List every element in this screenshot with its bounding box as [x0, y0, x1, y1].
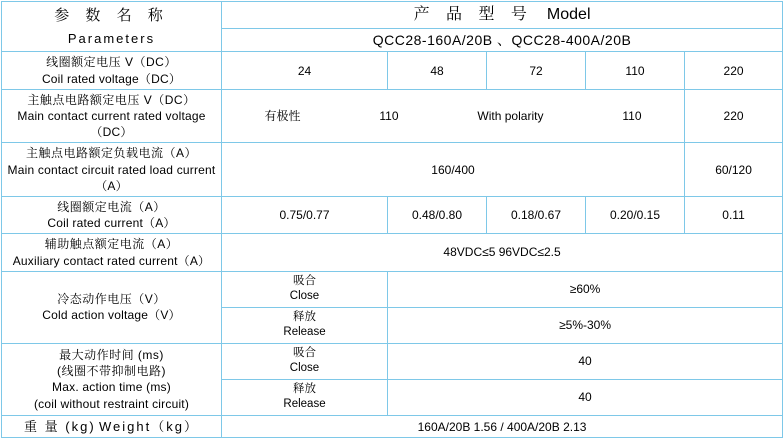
- sublabel-en: Release: [283, 326, 326, 339]
- row-label-cn: 辅助触点额定电流（A）: [44, 237, 179, 252]
- table-row: [2, 271, 783, 307]
- sublabel-en: Release: [283, 398, 326, 411]
- cell-weight-value: 160A/20B 1.56 / 400A/20B 2.13: [222, 415, 783, 438]
- sublabel-cn: 吸合: [293, 274, 316, 287]
- cell-coil-current-5: 0.11: [685, 196, 783, 233]
- sublabel-en: Close: [289, 290, 320, 303]
- cell-load-current-main: 160/400: [222, 143, 685, 197]
- polarity-cn-value: 110: [379, 109, 399, 124]
- row-label-main-contact-rated-voltage: [2, 89, 222, 143]
- header-model-en: Model: [546, 6, 591, 23]
- table-row: [2, 52, 783, 89]
- cell-coil-voltage-72: 72: [487, 52, 586, 89]
- table-header-row-1: [2, 2, 783, 29]
- row-label-cn: 线圈额定电流（A）: [57, 199, 166, 214]
- row-label-weight: [2, 415, 222, 438]
- cell-action-close-value: 40: [388, 343, 783, 379]
- table-row: [2, 196, 783, 233]
- cell-main-contact-voltage-220: 220: [685, 89, 783, 143]
- cell-coil-current-2: 0.48/0.80: [388, 196, 487, 233]
- cell-main-contact-polarity: [222, 89, 685, 143]
- table-row-weight: [2, 415, 783, 438]
- row-label-en: Cold action voltage（V）: [42, 308, 181, 323]
- specification-table: [1, 1, 783, 438]
- cell-action-release-value: 40: [388, 379, 783, 415]
- header-model-value-cell: [222, 28, 783, 52]
- header-model-cell: [222, 2, 783, 29]
- row-label-en: Main contact circuit rated load current（A）: [7, 162, 216, 193]
- row-label-en: Main contact current rated voltage（DC）: [17, 109, 206, 140]
- polarity-en-value: 110: [622, 109, 642, 124]
- table-row: [2, 143, 783, 197]
- sublabel-action-close: [222, 343, 388, 379]
- row-label-en: Auxiliary contact rated current（A）: [12, 253, 211, 268]
- table-row: [2, 234, 783, 271]
- cell-cold-close-value: ≥60%: [388, 271, 783, 307]
- header-parameters-cell: [2, 2, 222, 52]
- cell-cold-release-value: ≥5%-30%: [388, 307, 783, 343]
- cell-load-current-last: 60/120: [685, 143, 783, 197]
- header-parameters-en: Parameters: [67, 30, 156, 46]
- table-row: [2, 343, 783, 379]
- sublabel-action-release: [222, 379, 388, 415]
- sublabel-cn: 释放: [293, 382, 316, 395]
- sublabel-cn: 吸合: [293, 346, 316, 359]
- table-row: [2, 89, 783, 143]
- polarity-en-label: With polarity: [477, 109, 544, 124]
- row-label-en: Max. action time (ms): [52, 380, 171, 395]
- header-parameters-cn: 参 数 名 称: [54, 7, 169, 25]
- cell-coil-current-4: 0.20/0.15: [586, 196, 685, 233]
- cell-coil-voltage-48: 48: [388, 52, 487, 89]
- header-model-cn: 产 品 型 号: [413, 6, 533, 23]
- row-label-cn: 主触点电路额定负载电流（A）: [25, 146, 197, 161]
- sublabel-en: Close: [289, 362, 320, 375]
- weight-label-cn: 重 量 (kg): [24, 418, 96, 434]
- row-label-en2: (coil without restraint circuit): [33, 396, 190, 411]
- row-label-cold-action-voltage: [2, 271, 222, 343]
- row-label-cn: 线圈额定电压 V（DC）: [46, 55, 177, 70]
- cell-coil-current-3: 0.18/0.67: [487, 196, 586, 233]
- row-label-cn: 最大动作时间 (ms): [59, 347, 164, 362]
- cell-coil-voltage-220: 220: [685, 52, 783, 89]
- row-label-main-contact-rated-load-current: [2, 143, 222, 197]
- row-label-cn2: (线圈不带抑制电路): [57, 364, 166, 379]
- sublabel-cold-close: [222, 271, 388, 307]
- sublabel-cn: 释放: [293, 310, 316, 323]
- cell-coil-current-1: 0.75/0.77: [222, 196, 388, 233]
- cell-coil-voltage-110: 110: [586, 52, 685, 89]
- row-label-coil-rated-current: [2, 196, 222, 233]
- row-label-cn: 主触点电路额定电压 V（DC）: [27, 92, 196, 107]
- row-label-auxiliary-contact-rated-current: [2, 234, 222, 271]
- polarity-cn-label: 有极性: [264, 109, 301, 124]
- row-label-coil-rated-voltage: [2, 52, 222, 89]
- sublabel-cold-release: [222, 307, 388, 343]
- weight-label-en: Weight（kg）: [99, 418, 199, 434]
- row-label-cn: 冷态动作电压（V）: [57, 292, 166, 307]
- row-label-en: Coil rated voltage（DC）: [41, 71, 182, 86]
- cell-auxiliary-contact-current: 48VDC≤5 96VDC≤2.5: [222, 234, 783, 271]
- row-label-en: Coil rated current（A）: [47, 216, 176, 231]
- cell-coil-voltage-24: 24: [222, 52, 388, 89]
- row-label-max-action-time: [2, 343, 222, 415]
- header-model-value: QCC28-160A/20B 、QCC28-400A/20B: [372, 31, 632, 48]
